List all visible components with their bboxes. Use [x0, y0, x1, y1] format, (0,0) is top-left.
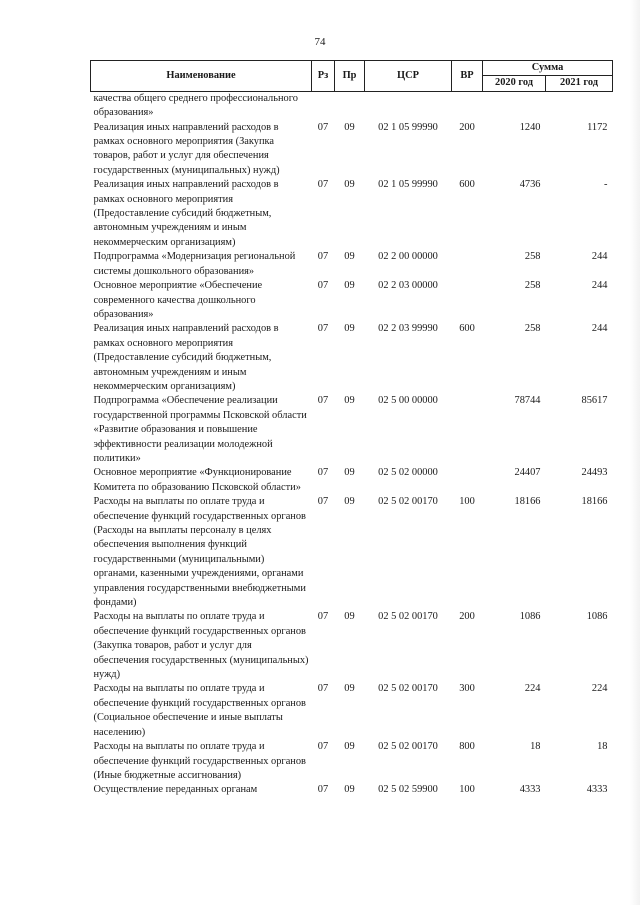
row-pr: 09 [344, 251, 355, 263]
row-sum-2020: 4333 [519, 784, 541, 796]
row-sum-2020: 78744 [514, 395, 541, 407]
row-csr: 02 5 00 00000 [378, 395, 438, 407]
row-pr: 09 [344, 741, 355, 753]
header-name: Наименование [91, 61, 312, 92]
row-pr: 09 [344, 395, 355, 407]
row-sum-2021: 85617 [581, 395, 608, 407]
row-pr: 09 [344, 496, 355, 508]
row-sum-2020: 258 [524, 323, 541, 335]
header-pr: Пр [335, 61, 365, 92]
header-vr: ВР [452, 61, 483, 92]
header-rz: Рз [312, 61, 335, 92]
table-row [91, 394, 613, 466]
row-csr: 02 5 02 59900 [378, 784, 438, 796]
row-csr: 02 1 05 99990 [378, 179, 438, 191]
row-rz: 07 [317, 784, 329, 796]
row-vr [452, 466, 483, 495]
row-rz: 07 [317, 741, 329, 753]
row-csr: 02 5 02 00170 [378, 496, 438, 508]
row-name: Основное мероприятие «Обеспечение современного качества дошкольного образования» [93, 280, 263, 320]
row-vr: 800 [459, 741, 475, 753]
row-pr: 09 [344, 784, 355, 796]
table-row [91, 466, 613, 495]
row-sum-2020: 24407 [514, 467, 541, 479]
row-sum-2020: 1240 [519, 121, 541, 133]
header-csr: ЦСР [365, 61, 452, 92]
row-rz: 07 [317, 683, 329, 695]
row-rz: 07 [317, 121, 329, 133]
row-sum-2020: 1086 [519, 611, 541, 623]
table-row [91, 121, 613, 179]
row-pr [335, 91, 365, 120]
row-sum-2020 [483, 91, 546, 120]
row-rz: 07 [317, 467, 329, 479]
page-number: 74 [314, 36, 326, 48]
row-vr: 300 [459, 683, 475, 695]
row-rz: 07 [317, 251, 329, 263]
row-vr [452, 91, 483, 120]
row-sum-2021: 18166 [581, 496, 608, 508]
row-sum-2021: 244 [591, 251, 608, 263]
row-sum-2021: 4333 [586, 784, 608, 796]
header-year-2020: 2020 год [483, 76, 546, 91]
row-csr: 02 1 05 99990 [378, 121, 438, 133]
row-pr: 09 [344, 179, 355, 191]
row-sum-2020: 18166 [514, 496, 541, 508]
row-rz: 07 [317, 323, 329, 335]
row-vr: 100 [459, 496, 475, 508]
row-sum-2021: 244 [591, 323, 608, 335]
table-row [91, 250, 613, 279]
row-csr: 02 2 03 99990 [378, 323, 438, 335]
row-sum-2021 [546, 91, 613, 120]
row-sum-2020: 224 [524, 683, 541, 695]
row-sum-2021: 224 [591, 683, 608, 695]
row-pr: 09 [344, 467, 355, 479]
header-year-2021: 2021 год [546, 76, 613, 91]
row-csr: 02 2 00 00000 [378, 251, 438, 263]
row-rz: 07 [317, 179, 329, 191]
row-csr: 02 5 02 00170 [378, 741, 438, 753]
row-csr: 02 2 03 00000 [378, 280, 438, 292]
row-csr: 02 5 02 00000 [378, 467, 438, 479]
table-row [91, 322, 613, 394]
budget-table [90, 60, 613, 798]
row-vr: 200 [459, 611, 475, 623]
row-sum-2021: 244 [591, 280, 608, 292]
table-row [91, 610, 613, 682]
row-pr: 09 [344, 121, 355, 133]
table-header [91, 61, 613, 92]
row-vr [452, 279, 483, 322]
row-vr [452, 394, 483, 466]
header-sum: Сумма [483, 61, 613, 76]
table-row [91, 495, 613, 610]
row-name: Подпрограмма «Обеспечение реализации государственной программы Псковской области «Развитие образования и повышение эффективности реализации молодежной политики» [93, 395, 307, 464]
row-name: Реализация иных направлений расходов в рамках основного мероприятия (Закупка товаров, работ и услуг для обеспечения государственных (муниципальных) нужд) [93, 121, 280, 176]
table-row [91, 783, 613, 797]
row-vr: 200 [459, 121, 475, 133]
row-rz: 07 [317, 496, 329, 508]
row-name: Подпрограмма «Модернизация региональной системы дошкольного образования» [93, 251, 296, 277]
row-name: Осуществление переданных органам [93, 784, 258, 796]
row-name: Реализация иных направлений расходов в рамках основного мероприятия (Предоставление субсидий бюджетным, автономным учреждениям и иным некоммерческим организациям) [93, 179, 279, 248]
row-sum-2021: 18 [597, 741, 608, 753]
table-body [91, 91, 613, 797]
row-sum-2020: 258 [524, 251, 541, 263]
table-row [91, 740, 613, 783]
row-rz: 07 [317, 280, 329, 292]
row-name: Расходы на выплаты по оплате труда и обеспечение функций государственных органов (Социальное обеспечение и иные выплаты населению) [93, 683, 306, 738]
row-pr: 09 [344, 611, 355, 623]
table-row [91, 91, 613, 120]
row-name: Расходы на выплаты по оплате труда и обеспечение функций государственных органов (Иные бюджетные ассигнования) [93, 741, 306, 781]
row-sum-2020: 4736 [519, 179, 541, 191]
row-pr: 09 [344, 323, 355, 335]
row-vr [452, 250, 483, 279]
row-sum-2021: - [604, 179, 608, 191]
row-name: Основное мероприятие «Функционирование Комитета по образованию Псковской области» [93, 467, 301, 493]
row-vr: 600 [459, 179, 475, 191]
row-csr [365, 91, 452, 120]
row-sum-2021: 1172 [587, 121, 608, 133]
row-rz [312, 91, 335, 120]
row-sum-2020: 258 [524, 280, 541, 292]
row-name: Расходы на выплаты по оплате труда и обеспечение функций государственных органов (Закупка товаров, работ и услуг для обеспечения государственных (муниципальных) нужд) [93, 611, 309, 681]
table-row [91, 279, 613, 322]
table-row [91, 178, 613, 250]
scan-edge [630, 0, 640, 905]
row-name: Расходы на выплаты по оплате труда и обеспечение функций государственных органов (Расходы на выплаты персоналу в целях обеспечения выполнения функций государственными (муниципальными) органами, казенными учреждениями, органами управления государственными внебюджетными фондами) [93, 496, 306, 609]
row-pr: 09 [344, 683, 355, 695]
row-rz: 07 [317, 395, 329, 407]
row-csr: 02 5 02 00170 [378, 683, 438, 695]
table-row [91, 682, 613, 740]
row-sum-2021: 1086 [586, 611, 608, 623]
row-rz: 07 [317, 611, 329, 623]
row-vr: 600 [459, 323, 475, 335]
row-name: Реализация иных направлений расходов в рамках основного мероприятия (Предоставление субсидий бюджетным, автономным учреждениям и иным некоммерческим организациям) [93, 323, 279, 392]
row-name: качества общего среднего профессионального образования» [93, 92, 298, 119]
row-csr: 02 5 02 00170 [378, 611, 438, 623]
row-vr: 100 [459, 784, 475, 796]
row-sum-2020: 18 [530, 741, 541, 753]
row-pr: 09 [344, 280, 355, 292]
row-sum-2021: 24493 [581, 467, 608, 479]
